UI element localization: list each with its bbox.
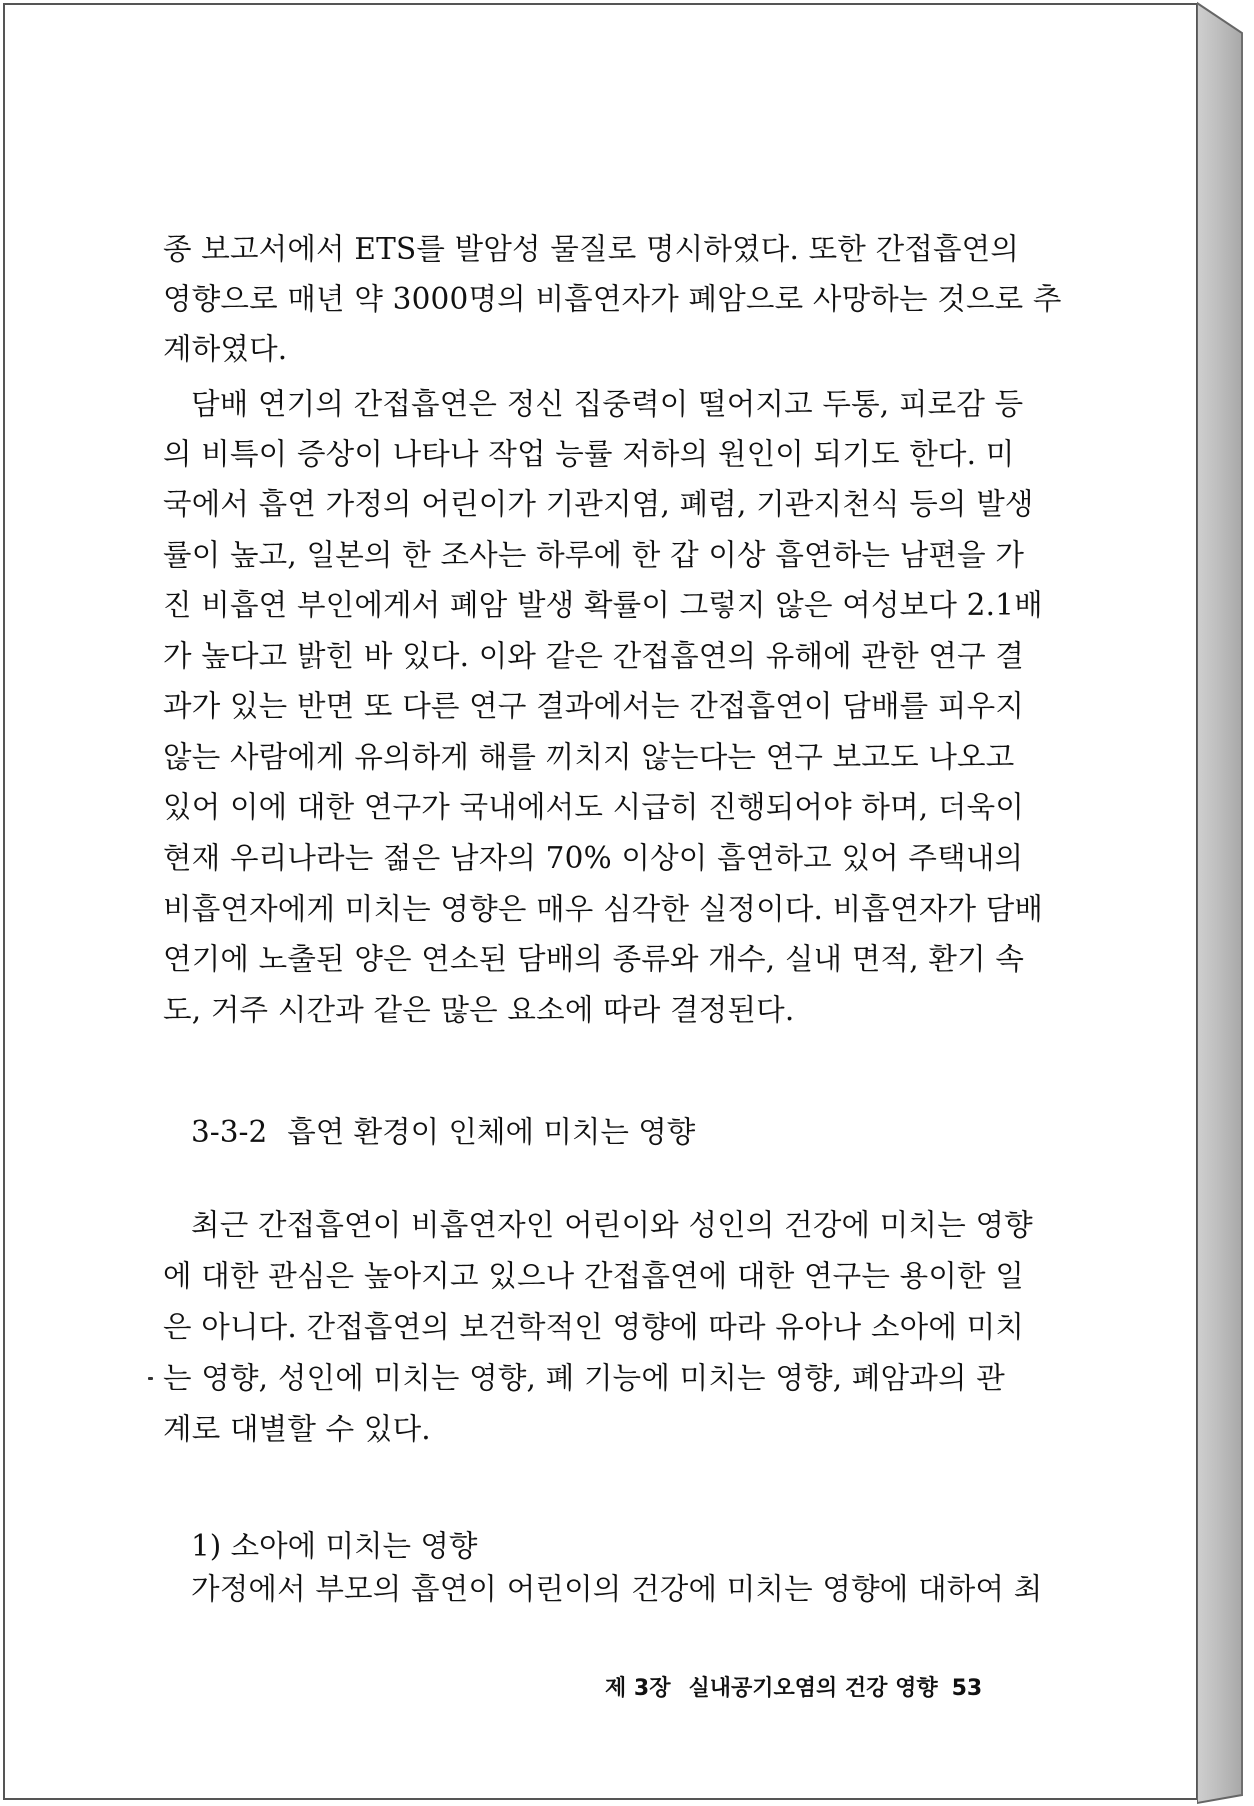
- paragraph-2-line-13: 도, 거주 시간과 같은 많은 요소에 따라 결정된다.: [163, 993, 795, 1027]
- print-speck: [148, 1377, 153, 1380]
- paragraph-2-line-3: 국에서 흡연 가정의 어린이가 기관지염, 폐렴, 기관지천식 등의 발생: [163, 487, 1034, 521]
- paragraph-3-line-3: 은 아니다. 간접흡연의 보건학적인 영향에 따라 유아나 소아에 미치: [163, 1310, 1025, 1344]
- paragraph-2-line-7: 과가 있는 반면 또 다른 연구 결과에서는 간접흡연이 담배를 피우지: [163, 689, 1025, 723]
- book-page: [3, 3, 1198, 1800]
- paragraph-3-line-4: 는 영향, 성인에 미치는 영향, 폐 기능에 미치는 영향, 폐암과의 관: [163, 1361, 1005, 1395]
- paragraph-1-line-1: 종 보고서에서 ETS를 발암성 물질로 명시하였다. 또한 간접흡연의: [163, 232, 1020, 266]
- paragraph-1-line-3: 계하였다.: [163, 332, 288, 366]
- paragraph-4-line-1: 가정에서 부모의 흡연이 어린이의 건강에 미치는 영향에 대하여 최: [191, 1572, 1043, 1606]
- paragraph-2-line-6: 가 높다고 밝힌 바 있다. 이와 같은 간접흡연의 유해에 관한 연구 결: [163, 639, 1025, 673]
- paragraph-2-line-8: 않는 사람에게 유의하게 해를 끼치지 않는다는 연구 보고도 나오고: [163, 740, 1015, 774]
- paragraph-1-line-2: 영향으로 매년 약 3000명의 비흡연자가 폐암으로 사망하는 것으로 추: [163, 282, 1062, 316]
- running-footer: [605, 1671, 981, 1702]
- section-title: 흡연 환경이 인체에 미치는 영향: [287, 1115, 696, 1149]
- paragraph-2-line-4: 률이 높고, 일본의 한 조사는 하루에 한 갑 이상 흡연하는 남편을 가: [163, 538, 1025, 572]
- page-stack-edge: [1197, 0, 1254, 1806]
- paragraph-3-line-2: 에 대한 관심은 높아지고 있으나 간접흡연에 대한 연구는 용이한 일: [163, 1259, 1025, 1293]
- paragraph-2-line-10: 현재 우리나라는 젊은 남자의 70% 이상이 흡연하고 있어 주택내의: [163, 841, 1024, 875]
- footer-title: 실내공기오염의 건강 영향: [688, 1676, 938, 1701]
- paragraph-3-line-5: 계로 대별할 수 있다.: [163, 1412, 431, 1446]
- page-number: 53: [951, 1676, 983, 1701]
- paragraph-2-line-12: 연기에 노출된 양은 연소된 담배의 종류와 개수, 실내 면적, 환기 속: [163, 942, 1025, 976]
- paragraph-2-line-2: 의 비특이 증상이 나타나 작업 능률 저하의 원인이 되기도 한다. 미: [163, 437, 1015, 471]
- subsection-heading: 1) 소아에 미치는 영향: [191, 1529, 478, 1563]
- section-number: 3-3-2: [191, 1115, 268, 1149]
- paragraph-2-line-11: 비흡연자에게 미치는 영향은 매우 심각한 실정이다. 비흡연자가 담배: [163, 892, 1044, 926]
- paragraph-3-line-1: 최근 간접흡연이 비흡연자인 어린이와 성인의 건강에 미치는 영향: [191, 1208, 1033, 1242]
- footer-chapter: 제 3장: [605, 1676, 671, 1701]
- paragraph-2-line-9: 있어 이에 대한 연구가 국내에서도 시급히 진행되어야 하며, 더욱이: [163, 790, 1025, 824]
- section-heading: [191, 1109, 695, 1151]
- paragraph-2-line-1: 담배 연기의 간접흡연은 정신 집중력이 떨어지고 두통, 피로감 등: [191, 387, 1024, 421]
- paragraph-2-line-5: 진 비흡연 부인에게서 폐암 발생 확률이 그렇지 않은 여성보다 2.1배: [163, 588, 1043, 622]
